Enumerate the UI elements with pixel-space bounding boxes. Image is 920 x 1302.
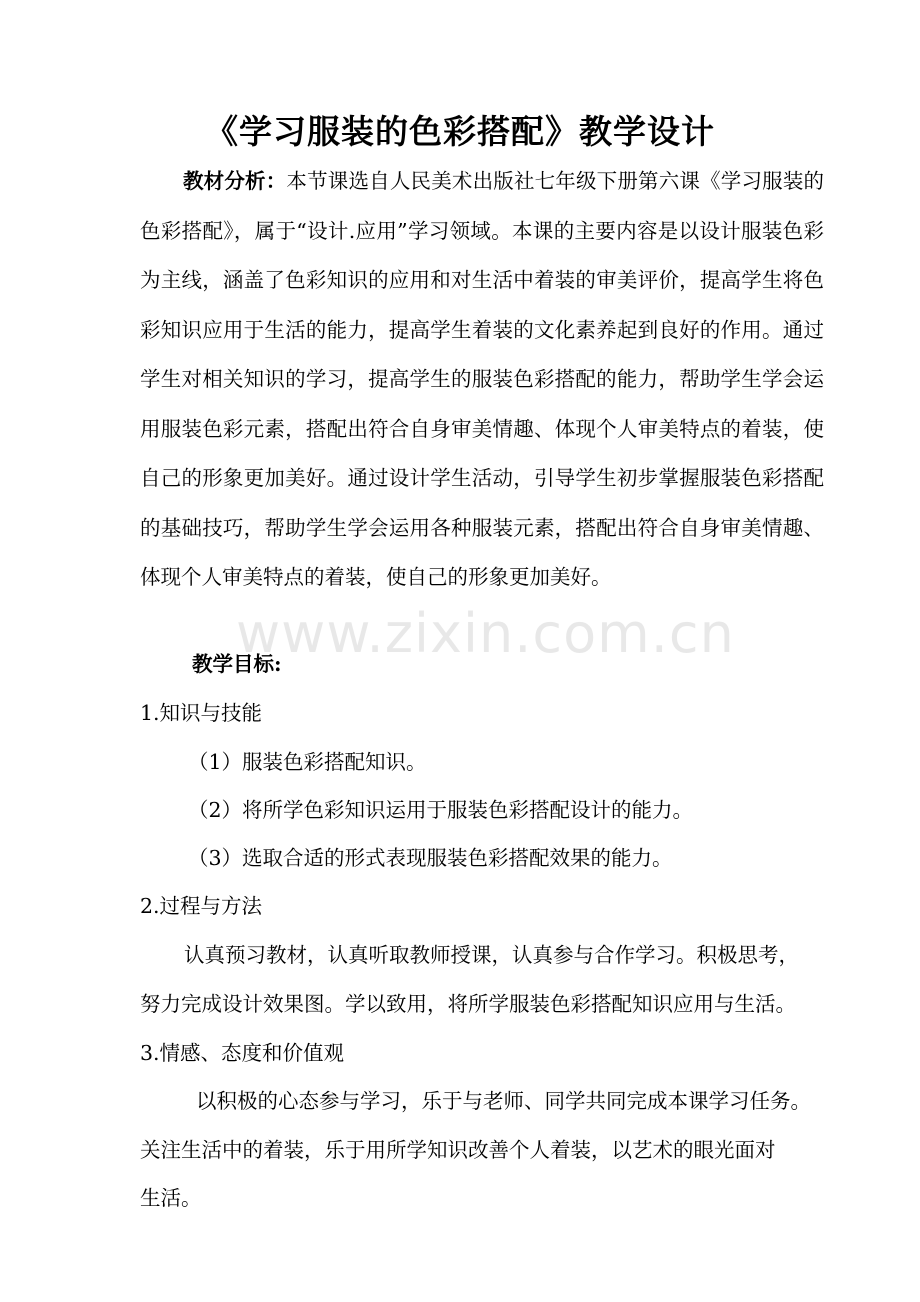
teaching-goals-heading: 教学目标:	[192, 652, 282, 676]
document-title: 《学习服装的色彩搭配》教学设计	[205, 112, 715, 151]
section2-heading: 2.过程与方法	[140, 894, 263, 918]
section3-heading: 3.情感、态度和价值观	[140, 1041, 345, 1065]
material-analysis-paragraph	[140, 157, 824, 603]
section3-line: 以积极的心态参与学习，乐于与老师、同学共同完成本课学习任务。	[196, 1089, 811, 1113]
section3-line: 生活。	[140, 1186, 202, 1210]
section1-item: （3）选取合适的形式表现服装色彩搭配效果的能力。	[188, 846, 673, 870]
section1-item: （2）将所学色彩知识运用于服装色彩搭配设计的能力。	[188, 798, 694, 822]
section2-line: 认真预习教材，认真听取教师授课，认真参与合作学习。积极思考，	[184, 943, 799, 967]
material-analysis-label: 教材分析：	[183, 169, 287, 193]
material-analysis-text: 本节课选自人民美术出版社七年级下册第六课《学习服装的色彩搭配》，属于“设计.应用”学习领域。本课的主要内容是以设计服装色彩为主线，涵盖了色彩知识的应用和对生活中着装的审美评价，提高学生将色彩知识应用于生活的能力，提高学生着装的文化素养起到良好的作用。通过学生对相关知识的学习，提高学生的服装色彩搭配的能力，帮助学生学会运用服装色彩元素，搭配出符合自身审美情趣、体现个人审美特点的着装，使自己的形象更加美好。通过设计学生活动，引导学生初步掌握服装色彩搭配的基础技巧，帮助学生学会运用各种服装元素，搭配出符合自身审美情趣、体现个人审美特点的着装，使自己的形象更加美好。	[140, 169, 825, 589]
section2-line: 努力完成设计效果图。学以致用，将所学服装色彩搭配知识应用与生活。	[140, 992, 796, 1016]
section1-heading: 1.知识与技能	[140, 701, 263, 725]
section1-item: （1）服装色彩搭配知识。	[188, 750, 427, 774]
watermark: www.zixin.com.cn	[236, 602, 735, 665]
section3-line: 关注生活中的着装，乐于用所学知识改善个人着装，以艺术的眼光面对	[140, 1138, 776, 1162]
